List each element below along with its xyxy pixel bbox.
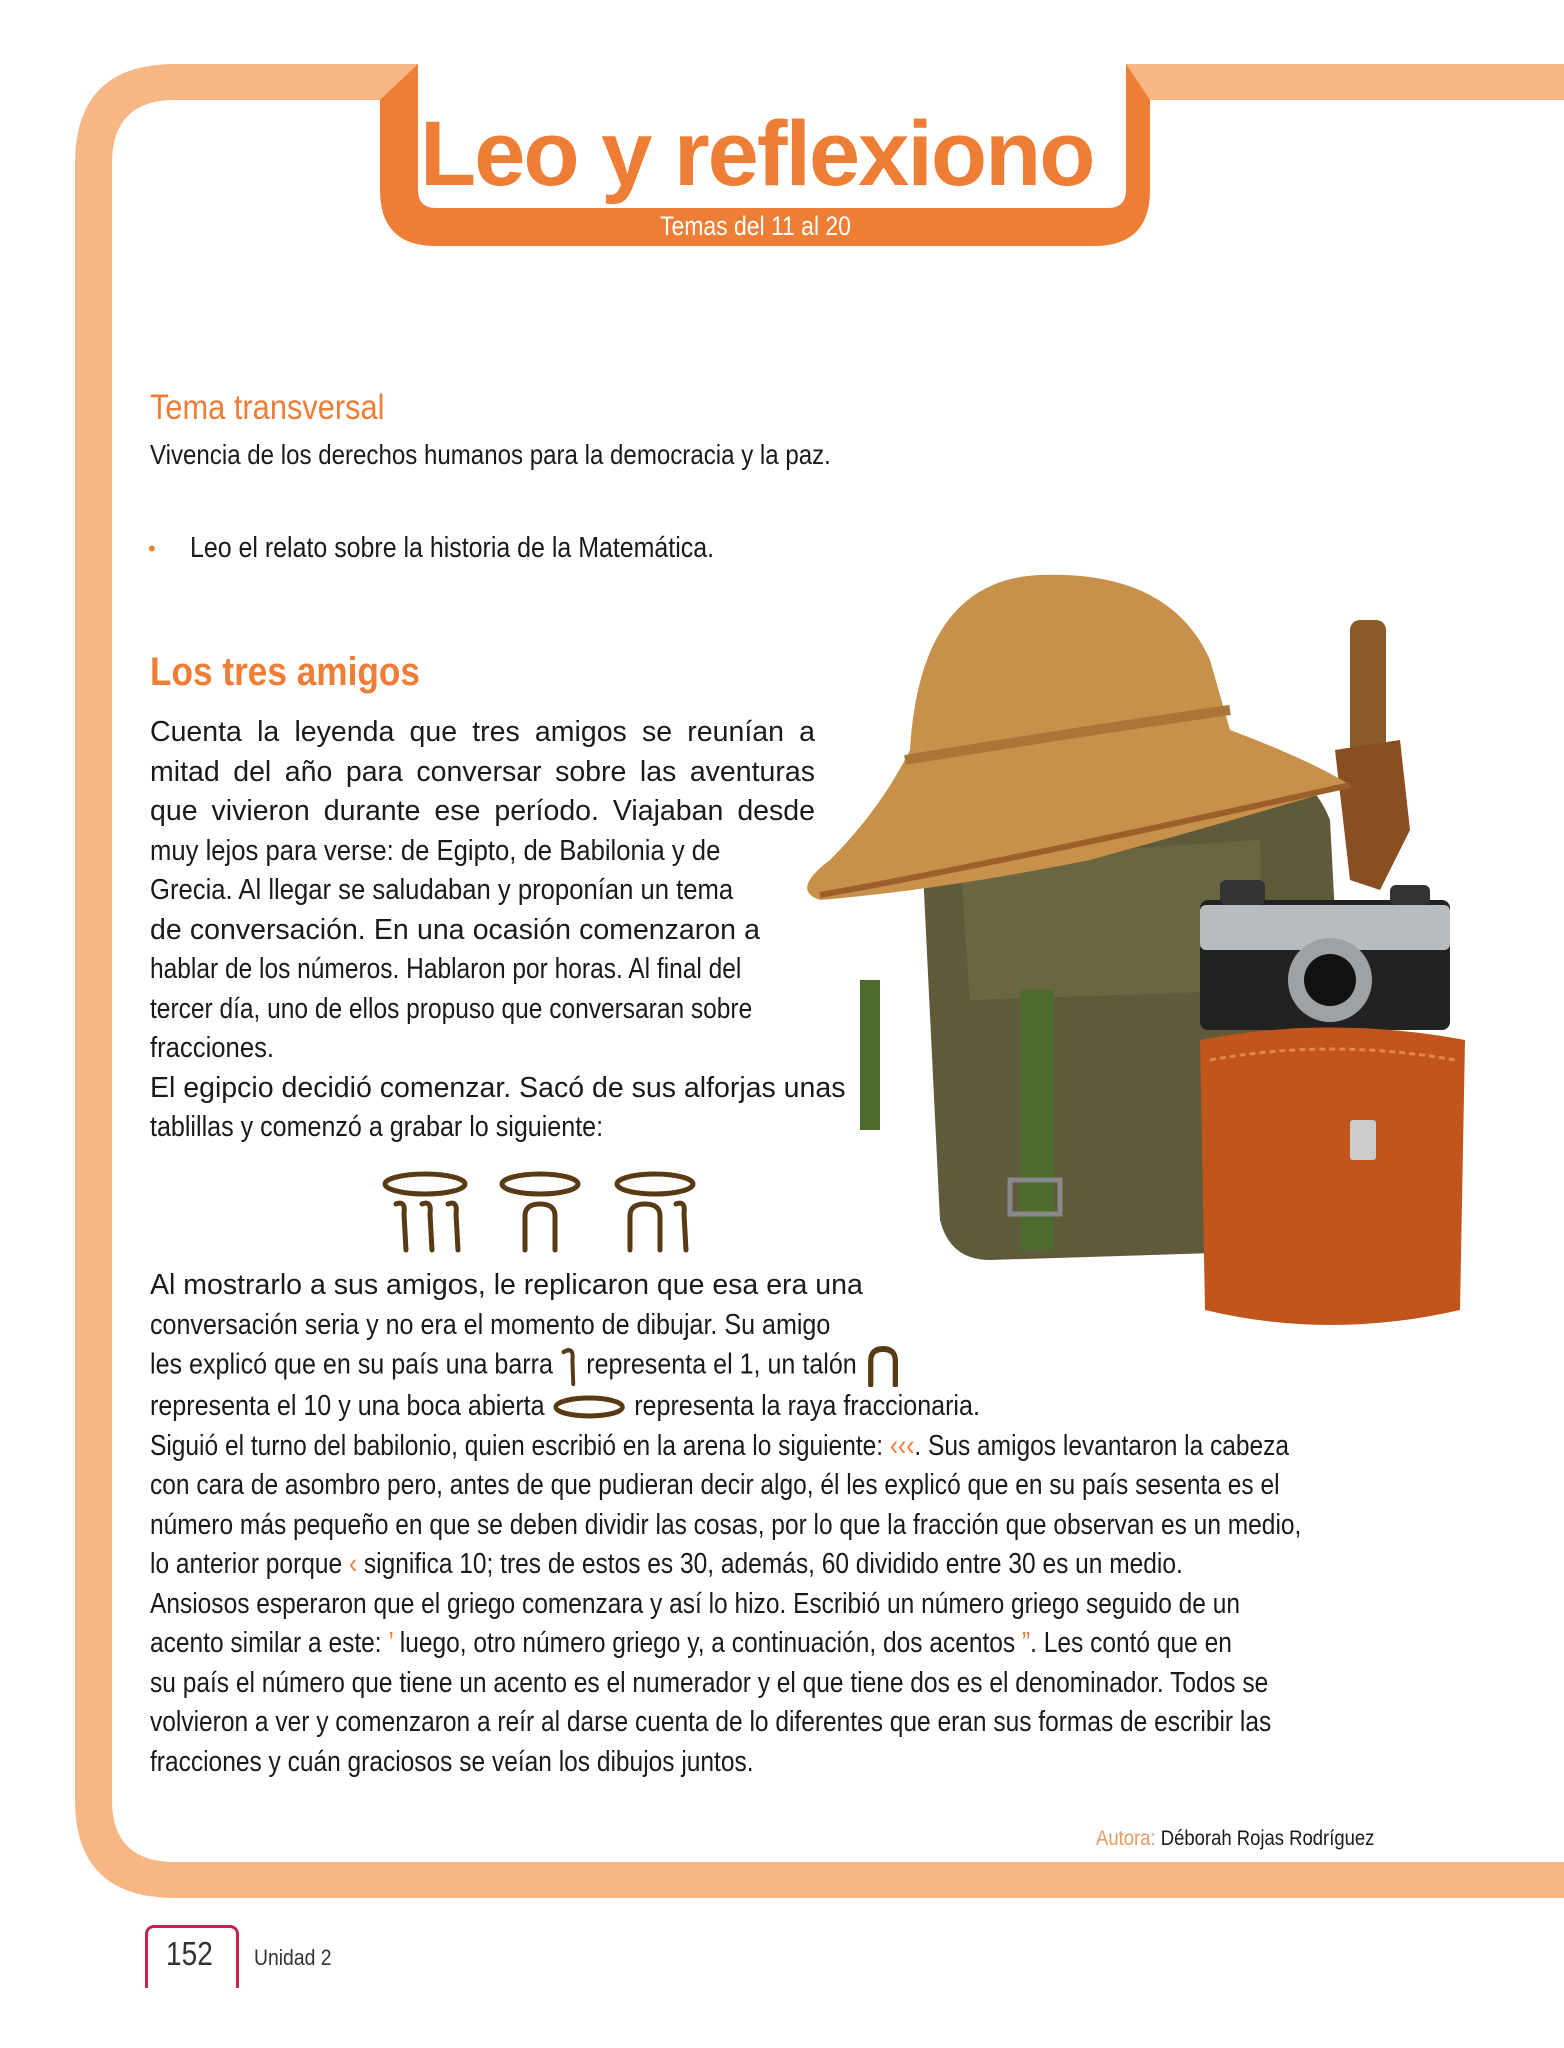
egyptian-fractions [380,1170,710,1260]
story-line: tercer día, uno de ellos propuso que conversaran sobre [150,992,753,1025]
story-line: número más pequeño en que se deben dividir las cosas, por lo que la fracción que observan es un medio, [150,1508,1302,1541]
fraction-one-third [385,1174,465,1250]
unit-label: Unidad 2 [254,1945,332,1970]
story-line: hablar de los números. Hablaron por horas. Al final del [150,953,742,985]
author-credit [1096,1828,1374,1849]
babylonian-ten-symbol: ‹ [348,1548,358,1580]
story-line: fracciones. [150,1032,275,1064]
greek-accent-symbol: ’ [388,1627,393,1659]
story-line: Cuenta la leyenda que tres amigos se reunían a [150,716,815,748]
story-line: les explicó que en su país una barra representa el 1, un talón [150,1345,1328,1387]
story-line: su país el número que tiene un acento es el numerador y el que tiene dos es el denominador. Todos se [150,1666,1269,1699]
story-line: El egipcio decidió comenzar. Sacó de sus alforjas unas [150,1071,846,1104]
boca-abierta-glyph-icon [552,1392,628,1422]
frame-top-right [1150,64,1564,100]
story-line: mitad del año para conversar sobre las aventuras [150,755,815,788]
talon-glyph-icon [864,1345,903,1387]
story-line: fracciones y cuán graciosos se veían los dibujos juntos. [150,1745,754,1778]
page-title: Leo y reflexiono [420,103,1094,205]
story-line: acento similar a este: ’ luego, otro número griego y, a continuación, dos acentos ”. Les contó que en [150,1627,1232,1659]
fraction-one-eleventh [617,1174,693,1250]
story-line: representa el 10 y una boca abierta representa la raya fraccionaria. [150,1390,980,1422]
babylonian-symbol: ‹‹‹ [889,1429,915,1462]
story-line: Grecia. Al llegar se saludaban y proponían un tema [150,874,734,906]
tema-transversal-title: Tema transversal [150,388,385,427]
page-subtitle: Temas del 11 al 20 [660,211,851,241]
page-number: 152 [166,1935,213,1972]
story-line: Ansiosos esperaron que el griego comenzara y así lo hizo. Escribió un número griego seguido de un [150,1587,1240,1620]
tema-transversal-text: Vivencia de los derechos humanos para la democracia y la paz. [150,439,831,470]
story-title: Los tres amigos [150,650,420,694]
story-line: de conversación. En una ocasión comenzaron a [150,913,760,946]
story-line: con cara de asombro pero, antes de que pudieran decir algo, él les explicó que en su país sesenta es el [150,1469,1280,1501]
author-label: Autora: [1096,1827,1156,1850]
author-name: Déborah Rojas Rodríguez [1160,1827,1375,1850]
explorer-gear-photo [790,560,1470,1360]
story-line: Siguió el turno del babilonio, quien escribió en la arena lo siguiente: ‹‹‹. Sus amigos levantaron la cabeza [150,1429,1290,1462]
story-line: muy lejos para verse: de Egipto, de Babilonia y de [150,834,721,867]
story-line: que vivieron durante ese período. Viajaban desde [150,795,815,827]
story-paragraph-1 [150,713,850,1148]
story-line: conversación seria y no era el momento de dibujar. Su amigo [150,1308,831,1341]
story-line: volvieron a ver y comenzaron a reír al darse cuenta de lo diferentes que eran sus formas de escribir las [150,1706,1272,1738]
story-line: lo anterior porque ‹ significa 10; tres de estos es 30, además, 60 dividido entre 30 es un medio. [150,1548,1183,1580]
bullet-icon: • [148,536,156,562]
story-paragraph-2 [150,1266,1489,1782]
barra-glyph-icon [560,1346,579,1386]
objective-item [148,534,799,563]
story-line: Al mostrarlo a sus amigos, le replicaron que esa era una [150,1269,863,1301]
greek-double-accent-symbol: ” [1021,1627,1031,1659]
objective-text: Leo el relato sobre la historia de la Matemática. [190,532,715,564]
fraction-one-tenth [502,1174,578,1250]
story-line: tablillas y comenzó a grabar lo siguiente: [150,1111,604,1143]
